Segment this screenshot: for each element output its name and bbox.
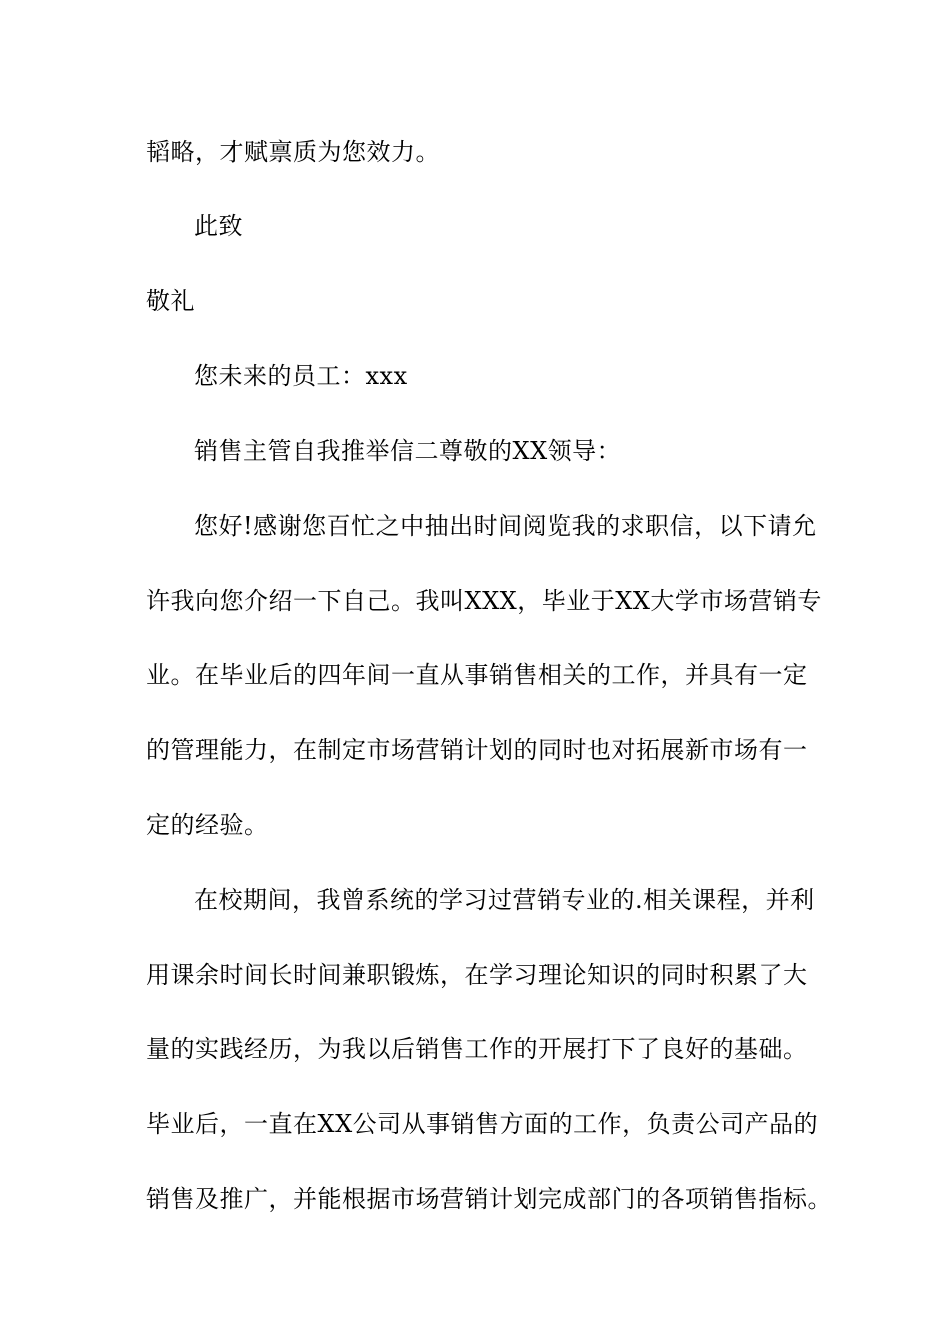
text-line: 您好!感谢您百忙之中抽出时间阅览我的求职信，以下请允 bbox=[194, 512, 817, 540]
letter-heading: 销售主管自我推举信二尊敬的XX领导： bbox=[194, 437, 622, 465]
closing-salutation: 此致 bbox=[194, 212, 243, 240]
text-line: 量的实践经历，为我以后销售工作的开展打下了良好的基础。 bbox=[146, 1035, 808, 1063]
text-line: 许我向您介绍一下自己。我叫XXX，毕业于XX大学市场营销专 bbox=[146, 587, 822, 615]
text-line: 销售及推广，并能根据市场营销计划完成部门的各项销售指标。 bbox=[146, 1185, 832, 1213]
text-line: 定的经验。 bbox=[146, 811, 269, 839]
text-line: 毕业后，一直在XX公司从事销售方面的工作，负责公司产品的 bbox=[146, 1110, 819, 1138]
text-line: 在校期间，我曾系统的学习过营销专业的.相关课程，并利 bbox=[194, 886, 815, 914]
text-line: 用课余时间长时间兼职锻炼，在学习理论知识的同时积累了大 bbox=[146, 961, 808, 989]
text-line: 业。在毕业后的四年间一直从事销售相关的工作，并具有一定 bbox=[146, 661, 808, 689]
text-line: 的管理能力，在制定市场营销计划的同时也对拓展新市场有一 bbox=[146, 736, 808, 764]
closing-regards: 敬礼 bbox=[146, 287, 195, 315]
text-line: 韬略，才赋禀质为您效力。 bbox=[146, 138, 440, 166]
signature-line: 您未来的员工：xxx bbox=[194, 362, 408, 390]
